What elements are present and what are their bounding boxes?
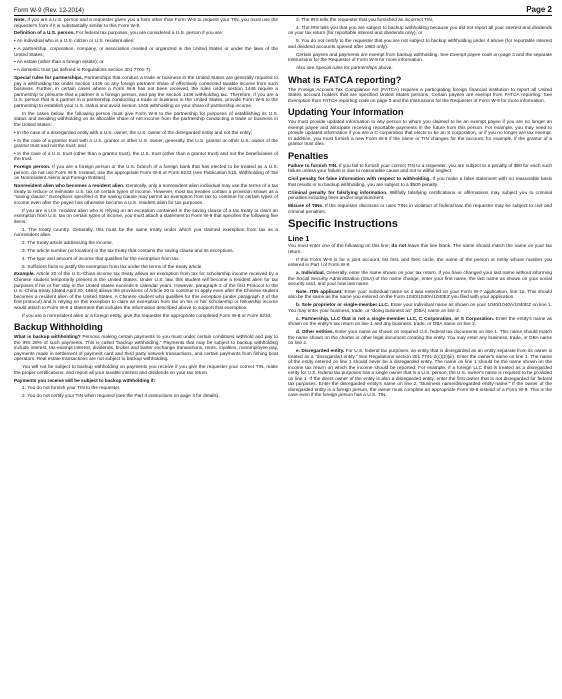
foreign-person [14,165,278,182]
bullet-item: • A partnership, corporation, company, or association created or organized in the United States or under the laws of the United States; [14,47,278,58]
numbered-item: 1. The treaty country. Generally, this must be the same treaty under which you claimed exemption from tax as a nonresident alien. [14,227,278,239]
penalty-text: If you make a false statement with no reasonable basis that results in no backup withholding, you are subject to a $500 penalty. [288,177,553,188]
text-run: leave this line blank. The name should match the name on your tax return. [288,244,552,255]
bullet-item: • In the case of a U.S. trust (other than a grantor trust), the U.S. trust (other than a grantor trust) and not the beneficiaries of the trust. [14,151,278,163]
entity-sole-proprietor [288,303,552,314]
bullet-item: • An individual who is a U.S. citizen or U.S. resident alien; [14,39,135,45]
foreign-person-label: Foreign person. [14,165,51,171]
entity-label: b. Sole proprietor or single-member LLC. [296,303,390,309]
partnership-rules [14,76,278,109]
entity-other [288,330,552,347]
entity-label: a. Individual. [296,270,325,276]
penalty-text: If you fail to furnish your correct TIN to a requester, you are subject to a penalty of $50 for each such failure unless your failure is due to reasonable cause and not to willful neglect. [288,163,552,175]
us-person-definition [14,31,278,37]
backup-text: Persons making certain payments to you must under certain conditions withhold and pay to the IRS 28% of such payments. This is called "backup withholding." Payments that may be subject to backup withholding include interest, tax-exempt interest, dividends, broker and barter exchange transactions, rents, royalties, nonemployee pay, payments made in settlement of payment card and third party network transactions, and certain payments from fishing boat operators. Real estate transactions are not subject to backup withholding. [14,335,278,363]
entity-label: e. Disregarded entity. [296,349,345,355]
itin-note [288,290,552,301]
penalty-label: Civil penalty for false information with respect to withholding. [288,177,431,183]
special-rules-ref: Special rules for partnerships [315,66,378,72]
exempt-payee-link: Exempt payee code [449,52,493,58]
penalty-criminal [288,191,552,202]
exempt-paragraph [288,53,552,64]
penalty-label: Failure to furnish TIN. [288,163,338,169]
backup-withholding-heading: Backup Withholding [14,322,103,333]
example-text: Article 20 of the U.S.-China income tax treaty allows an exemption from tax for scholarship income received by a Chinese student temporarily present in the United States. Under U.S. law, this student will become a resident alien for tax purposes if his or her stay in the United States exceeds 5 calendar years. However, paragraph 2 of the first Protocol to the U.S.-China treaty (dated April 30, 1984) allows the provisions of Article 20 to continue to apply even after the Chinese student becomes a resident alien of the United States. A Chinese student who qualifies for this exception (under paragraph 2 of the first protocol) and is relying on this exception to claim an exemption from tax on his or her scholarship or fellowship income would attach to Form W-9 a statement that includes the information described above to support that exemption. [14,272,278,311]
nonresident-text: Generally, only a nonresident alien individual may use the terms of a tax treaty to reduce or eliminate U.S. tax on certain types of income. However, most tax treaties contain a provision known as a "saving clause." Exceptions specified in the saving clause may permit an exemption from tax to continue for certain types of income even after the payee has otherwise become a U.S. resident alien for tax purposes. [14,184,278,206]
paragraph: In the cases below, the following person must give Form W-9 to the partnership for purposes of establishing its U.S. status and avoiding withholding on its allocable share of net income from the partnership conducting a trade or business in the United States: [14,111,278,128]
text-run: Certain payees and payments are exempt from backup withholding. See [296,52,450,58]
bullet-item: • In the case of a disregarded entity with a U.S. owner, the U.S. owner of the disregarded entity and not the entity; [14,130,253,136]
subject-heading: Payments you receive will be subject to backup withholding if: [14,378,156,384]
example-label: Example. [14,272,35,278]
paragraph: If this Form W-9 is for a joint account, list first, and then circle, the name of the person or entity whose number you entered in Part I of Form W-9. [288,257,552,269]
fatca-code-ref: Exemption from FATCA reporting code [288,98,369,104]
foreign-person-text: If you are a foreign person or the U.S. branch of a foreign bank that has elected to be treated as a U.S. person, do not use Form W-9. Instead, use the appropriate Form W-8 or Form 8233 (see Publication 515, Withholding of Tax on Nonresident Aliens and Foreign Entities). [14,165,278,182]
entity-partnership [288,317,552,328]
bullet-item: • A domestic trust (as defined in Regulations section 301.7701-7). [14,68,152,74]
example-paragraph [14,272,278,311]
entity-text: Enter your individual name as shown on your 1040/1040A/1040EZ on line 1. You may enter your business, trade, or "doing business as" (DBA) name on line 2. [288,303,552,314]
backup-definition [14,335,278,363]
us-person-label: Definition of a U.S. person. [14,31,75,37]
numbered-item: 2. You do not certify your TIN when required (see the Part II instructions on page 3 for details), [22,394,220,400]
entity-label: c. Partnership, LLC that is not a single-member LLC, C Corporation, or S Corporation. [296,316,495,322]
text-run: Also see [296,66,316,72]
numbered-item: 2. The treaty article addressing the income. [22,241,114,247]
partnership-text: Partnerships that conduct a trade or business in the United States are generally required to pay a withholding tax under section 1446 on any foreign partners' share of effectively connected taxable income from such business. Further, in certain cases where a Form W-9 has not been received, the rules under section 1446 require a partnership to presume that a partner is a foreign person, and pay the section 1446 withholding tax. Therefore, if you are a U.S. person that is a partner in a partnership conducting a trade or business in the United States, provide Form W-9 to the partnership to establish your U.S. status and avoid section 1446 withholding on your share of partnership income. [14,76,278,109]
fatca-heading: What is FATCA reporting? [288,74,402,85]
paragraph: You will not be subject to backup withholding on payments you receive if you give the requester your correct TIN, make the proper certifications, and report all your taxable interest and dividends on your tax return. [14,365,278,376]
penalties-heading: Penalties [288,150,329,161]
form-revision-label: Form W-9 (Rev. 12-2014) [14,7,84,14]
note-text: If you are a U.S. person and a requester gives you a form other than Form W-9 to request your TIN, you must use the requester's form if it is substantially similar to this Form W-9. [14,18,278,29]
numbered-item: 5. You do not certify to the requester that you are not subject to backup withholding under 4 above (for reportable interest and dividend accounts opened after 1983 only). [288,39,552,50]
paragraph: You must provide updated information to any person to whom you claimed to be an exempt payee if you are no longer an exempt payee and anticipate receiving reportable payments in the future from this person. For example, you may need to provide updated information if you are a C corporation that elects to be an S corporation, or if you no longer are tax exempt. In addition, you must furnish a new Form W-9 if the name or TIN changes for the account; for example, if the grantor of a grantor trust dies. [288,120,552,148]
entity-text: Enter the entity's name as shown on the entity's tax return on line 1 and any business, trade, or DBA name on line 2. [288,316,552,328]
nonresident-label: Nonresident alien who becomes a resident alien. [14,184,125,190]
penalty-civil [288,177,552,188]
itin-text: Enter your individual name as it was entered on your Form W-7 application, line 1a. This should also be the same as the name you entered on the Form 1040/1040A/1040EZ you filed with your application. [288,289,552,301]
numbered-item: 4. The type and amount of income that qualifies for the exemption from tax. [22,256,180,262]
paragraph: If you are a U.S. resident alien who is relying on an exception contained in the saving clause of a tax treaty to claim an exemption from U.S. tax on certain types of income, you must attach a statement to Form W-9 that specifies the following five items: [14,208,278,225]
page-header [14,3,552,14]
numbered-item: 3. The article number (or location) in the tax treaty that contains the saving clause and its exceptions. [22,248,234,254]
us-person-text: For federal tax purposes, you are considered a U.S. person if you are: [74,31,224,37]
entity-disregarded [288,349,552,399]
see-also-paragraph [288,66,552,72]
penalty-label: Misuse of TINs. [288,204,324,210]
fatca-paragraph [288,88,552,105]
penalty-text: If the requester discloses or uses TINs in violation of federal law, the requester may be subject to civil and criminal penalties. [288,204,552,215]
note-paragraph [14,18,278,29]
note-label: Note. [14,18,26,23]
itin-label: Note. ITIN applicant: [296,289,343,295]
entity-individual [288,271,552,288]
numbered-item: 5. Sufficient facts to justify the exemption from tax under the terms of the treaty article. [22,264,203,270]
text-run: on page 3 and the Instructions for the Requester of Form W-9 for more information. [368,98,545,104]
penalty-misuse [288,204,552,215]
line1-heading: Line 1 [288,234,310,244]
left-column [14,18,278,402]
entity-label: d. Other entities. [296,330,334,336]
entity-text: Generally, enter the name shown on your tax return. If you have changed your last name without informing the Social Security Administration (SSA) of the name change, enter your first name, the last name as shown on your social security card, and your new last name. [288,270,552,288]
partnership-label: Special rules for partnerships. [14,76,83,82]
header-rule [14,15,552,16]
specific-instructions-heading: Specific Instructions [288,218,399,231]
text-run: above. [377,66,393,72]
entity-text: For U.S. federal tax purposes, an entity that is disregarded as an entity separate from its owner is treated as a "disregarded entity." See Regulations section 301.7701-2(c)(2)(iii). Enter the owner's name on line 1. The name of the entity entered on line 1 should never be a disregarded entity. The name on line 1 should be the name shown on the income tax return on which the income should be reported. For example, if a foreign LLC that is treated as a disregarded entity for U.S. federal tax purposes has a single owner that is a U.S. person, the U.S. owner's name is required to be provided on line 1. If the direct owner of the entity is also a disregarded entity, enter the first owner that is not disregarded for federal tax purposes. Enter the disregarded entity's name on line 2, "Business name/disregarded entity name." If the owner of the disregarded entity is a foreign person, the owner must complete an appropriate Form W-8 instead of a Form W-9. This is the case even if the foreign person has a U.S. TIN. [288,349,552,399]
penalty-text: Willfully falsifying certifications or affirmations may subject you to criminal penalties including fines and/or imprisonment. [288,190,552,202]
text-run: on page 3 and the separate Instructions for the Requester of Form W-9 for more information. [288,52,552,64]
numbered-item: 3. The IRS tells the requester that you furnished an incorrect TIN, [296,18,434,23]
bullet-item: • An estate (other than a foreign estate); or [14,60,104,66]
right-column [288,18,552,401]
emphasis: do not [391,244,407,250]
entity-text: Enter your name as shown on required U.S. federal tax documents on line 1. This name should match the name shown on the charter or other legal document creating the entity. You may enter any business, trade, or DBA name on line 2. [288,330,552,347]
penalty-failure [288,164,552,175]
paragraph: If you are a nonresident alien or a foreign entity, give the requester the appropriate completed Form W-8 or Form 8233. [22,313,272,319]
backup-label: What is backup withholding? [14,335,81,341]
nonresident-alien [14,184,278,206]
numbered-item: 4. The IRS tells you that you are subject to backup withholding because you did not report all your interest and dividends on your tax return (for reportable interest and dividends only), or [288,25,552,37]
bullet-item: • In the case of a grantor trust with a U.S. grantor or other U.S. owner, generally, the U.S. grantor or other U.S. owner of the grantor trust and not the trust; and [14,138,278,150]
text-run: The Foreign Account Tax Compliance Act (FATCA) requires a participating foreign financial institution to report all United States account holders that are specified United States persons. Certain payees are exempt from FATCA reporting. See [288,87,552,99]
penalty-label: Criminal penalty for falsifying information. [288,190,388,196]
line1-paragraph [288,244,552,255]
updating-heading: Updating Your Information [288,107,404,118]
text-run: You must enter one of the following on this line; [288,244,392,250]
page-number: Page 2 [526,5,552,14]
numbered-item: 1. You do not furnish your TIN to the requester, [22,386,121,392]
